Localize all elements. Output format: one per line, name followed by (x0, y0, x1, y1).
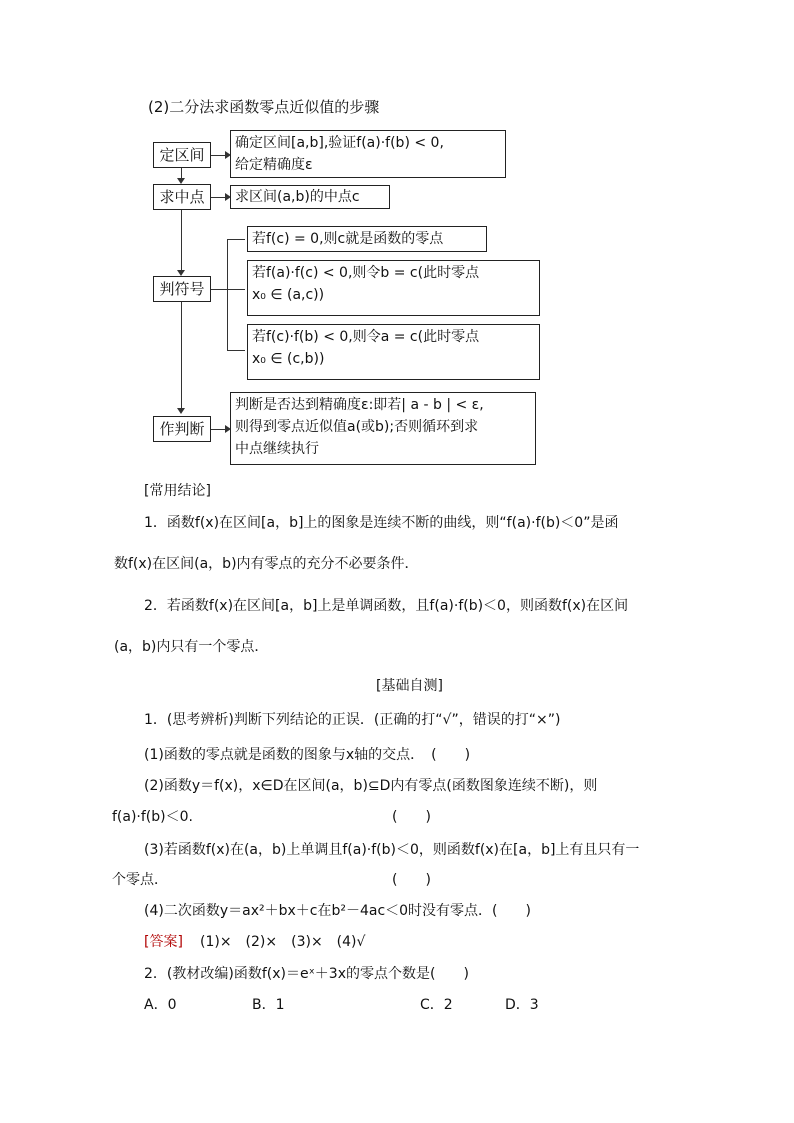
step-content-line: 给定精确度ε (235, 157, 313, 173)
arrow-down-icon (177, 408, 185, 414)
step-label-define-interval: 定区间 (153, 142, 211, 168)
option-b: B．1 (252, 997, 285, 1013)
step-content-judge (230, 392, 536, 465)
conclusion-1-line-1: 1．函数f(x)在区间[a，b]上的图象是连续不断的曲线，则“f(a)·f(b)＜0”是函 (144, 515, 619, 531)
step-content-line: 确定区间[a,b],验证f(a)·f(b) < 0, (235, 135, 444, 151)
step-label-judge-sign: 判符号 (153, 276, 211, 302)
step-content-line: 判断是否达到精确度ε:即若| a - b | < ε, (235, 397, 484, 413)
step-content-line: 则得到零点近似值a(或b);否则循环到求 (235, 419, 479, 435)
self-test-heading: [基础自测] (376, 678, 443, 694)
option-d: D．3 (505, 997, 539, 1013)
question-1-item-2-line-2: f(a)·f(b)＜0. (112, 809, 193, 825)
step-label-judge: 作判断 (153, 416, 211, 442)
answer-blank: ( ) (392, 872, 431, 888)
conclusion-1-line-2: 数f(x)在区间(a，b)内有零点的充分不必要条件． (114, 556, 419, 572)
question-1-item-2-line-1: (2)函数y＝f(x)，x∈D在区间(a，b)⊆D内有零点(函数图象连续不断)，则 (144, 778, 598, 794)
case-zero: 若f(c) = 0,则c就是函数的零点 (247, 226, 487, 252)
question-1-item-3-line-1: (3)若函数f(x)在(a，b)上单调且f(a)·f(b)＜0，则函数f(x)在[a，b]上有且只有一 (144, 842, 640, 858)
section-title: (2)二分法求函数零点近似值的步骤 (148, 98, 380, 116)
step-content-midpoint: 求区间(a,b)的中点c (230, 185, 390, 209)
answer-blank: ( ) (392, 809, 431, 825)
case-line: 若f(c)·f(b) < 0,则令a = c(此时零点 (252, 329, 480, 345)
answer-text: (1)× (2)× (3)× (4)√ (200, 934, 366, 950)
case-line: x₀ ∈ (c,b)) (252, 351, 325, 367)
case-left-interval (247, 260, 540, 316)
option-a: A．0 (144, 997, 177, 1013)
conclusion-2-line-1: 2．若函数f(x)在区间[a，b]上是单调函数，且f(a)·f(b)＜0，则函数f(x)在区间 (144, 598, 629, 614)
section-tag-common-conclusions: [常用结论] (144, 483, 211, 499)
conclusion-2-line-2: (a，b)内只有一个零点． (114, 639, 269, 655)
option-c: C．2 (420, 997, 453, 1013)
step-content-line: 中点继续执行 (235, 441, 319, 457)
question-2-title: 2．(教材改编)函数f(x)＝eˣ＋3x的零点个数是( ) (144, 966, 469, 982)
case-line: x₀ ∈ (a,c)) (252, 287, 325, 303)
answer-tag: [答案] (144, 934, 183, 950)
case-line: 若f(a)·f(c) < 0,则令b = c(此时零点 (252, 265, 480, 281)
question-1-title: 1．(思考辨析)判断下列结论的正误．(正确的打“√”，错误的打“×”) (144, 712, 561, 728)
case-right-interval (247, 324, 540, 380)
question-1-item-1: (1)函数的零点就是函数的图象与x轴的交点． ( ) (144, 747, 471, 763)
question-1-item-4: (4)二次函数y＝ax²＋bx＋c在b²－4ac＜0时没有零点．( ) (144, 903, 531, 919)
step-content-define-interval (230, 130, 506, 178)
step-label-midpoint: 求中点 (153, 184, 211, 210)
question-1-item-3-line-2: 个零点． (112, 872, 168, 888)
